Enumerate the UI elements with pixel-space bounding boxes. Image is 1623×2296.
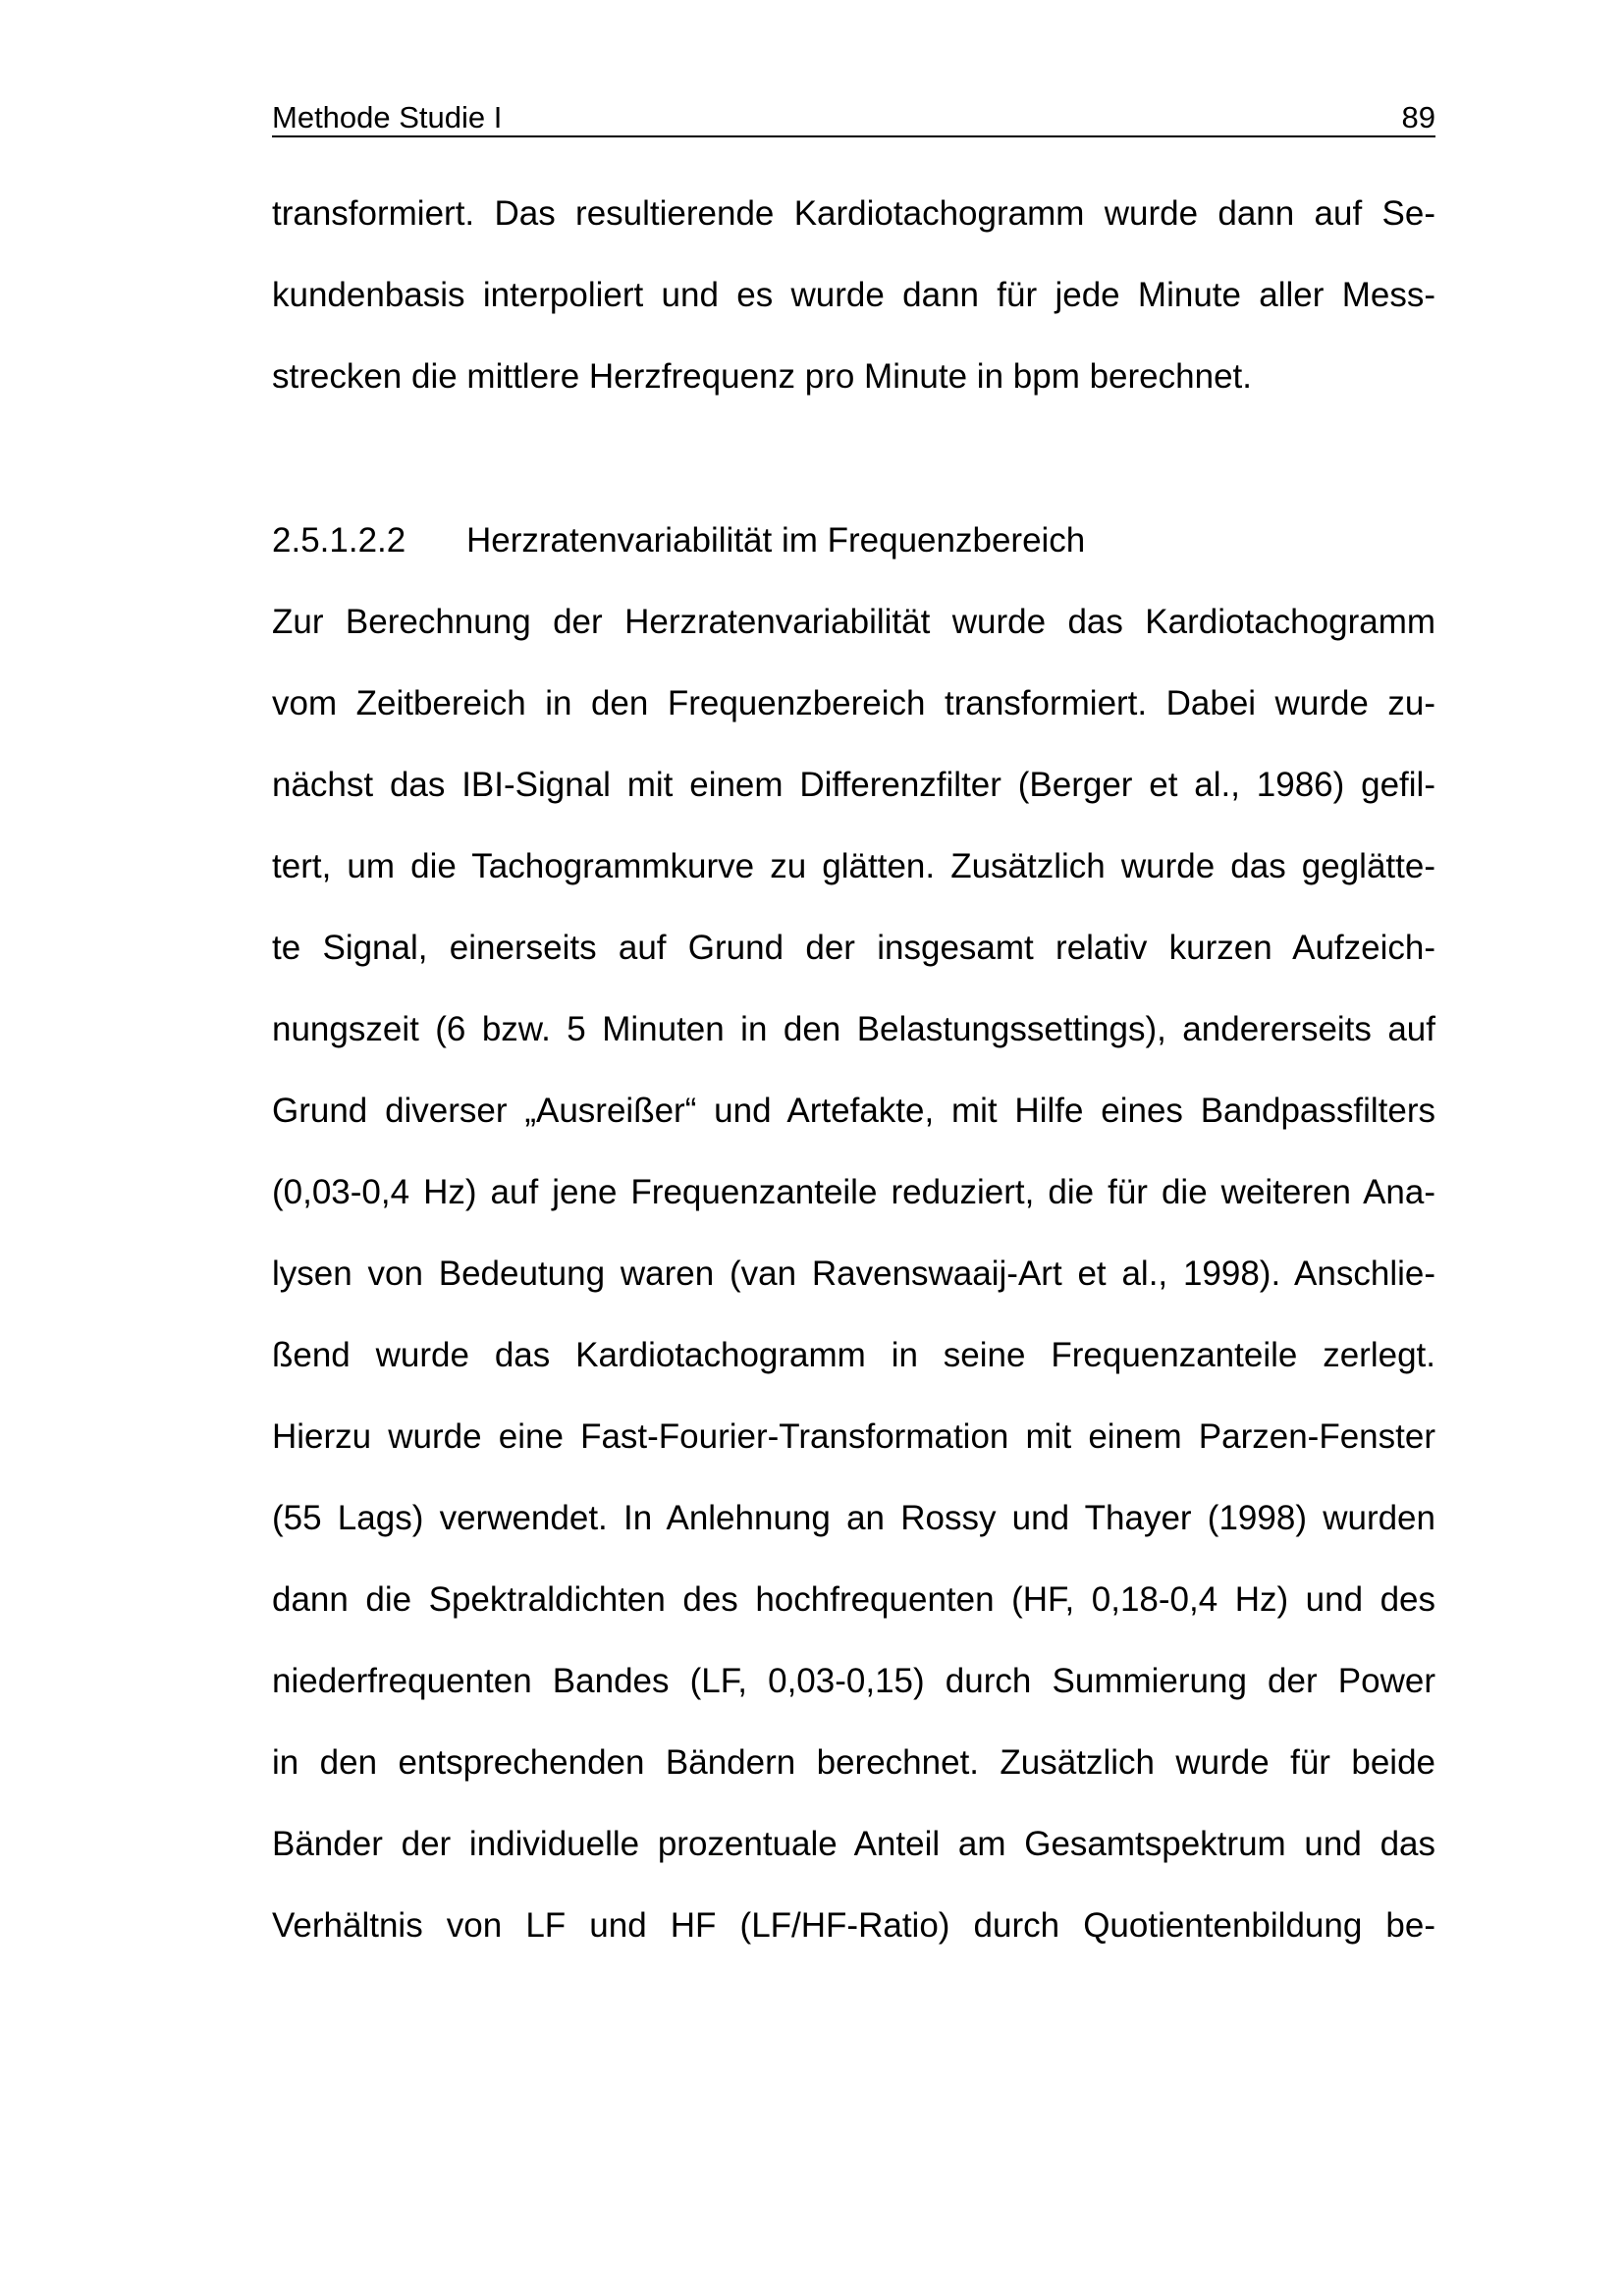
- paragraph-line: in den entsprechenden Bändern berechnet. Zusätzlich wurde für beide: [272, 1743, 1435, 1782]
- paragraph-line: nungszeit (6 bzw. 5 Minuten in den Belastungssettings), andererseits auf: [272, 1010, 1435, 1048]
- paragraph-line: lysen von Bedeutung waren (van Ravenswaaij-Art et al., 1998). Anschlie-: [272, 1255, 1435, 1293]
- paragraph-line: niederfrequenten Bandes (LF, 0,03-0,15) durch Summierung der Power: [272, 1662, 1435, 1700]
- paragraph-line: vom Zeitbereich in den Frequenzbereich transformiert. Dabei wurde zu-: [272, 684, 1435, 722]
- paragraph-line: transformiert. Das resultierende Kardiotachogramm wurde dann auf Se-: [272, 194, 1435, 233]
- paragraph-line: tert, um die Tachogrammkurve zu glätten. Zusätzlich wurde das geglätte-: [272, 847, 1435, 885]
- header-title: Methode Studie I: [272, 100, 503, 134]
- paragraph-line: Hierzu wurde eine Fast-Fourier-Transformation mit einem Parzen-Fenster: [272, 1417, 1435, 1456]
- paragraph-line: Bänder der individuelle prozentuale Anteil am Gesamtspektrum und das: [272, 1825, 1435, 1863]
- section-heading: [272, 519, 1435, 562]
- paragraph-line: Zur Berechnung der Herzratenvariabilität wurde das Kardiotachogramm: [272, 603, 1435, 641]
- paragraph-line: dann die Spektraldichten des hochfrequenten (HF, 0,18-0,4 Hz) und des: [272, 1580, 1435, 1619]
- paragraph-line: te Signal, einerseits auf Grund der insgesamt relativ kurzen Aufzeich-: [272, 929, 1435, 967]
- paragraph-line: strecken die mittlere Herzfrequenz pro Minute in bpm berechnet.: [272, 357, 1252, 396]
- section-title: Herzratenvariabilität im Frequenzbereich: [466, 521, 1086, 560]
- paragraph-line: nächst das IBI-Signal mit einem Differenzfilter (Berger et al., 1986) gefil-: [272, 766, 1435, 804]
- paragraph-line: Grund diverser „Ausreißer“ und Artefakte, mit Hilfe eines Bandpassfilters: [272, 1092, 1435, 1130]
- paragraph-line: Verhältnis von LF und HF (LF/HF-Ratio) durch Quotientenbildung be-: [272, 1906, 1435, 1945]
- paragraph-line: ßend wurde das Kardiotachogramm in seine Frequenzanteile zerlegt.: [272, 1336, 1435, 1374]
- section-number: 2.5.1.2.2: [272, 521, 406, 560]
- paragraph-line: (55 Lags) verwendet. In Anlehnung an Rossy und Thayer (1998) wurden: [272, 1499, 1435, 1537]
- running-header: [272, 96, 1435, 137]
- paragraph-line: kundenbasis interpoliert und es wurde dann für jede Minute aller Mess-: [272, 276, 1435, 314]
- paragraph-line: (0,03-0,4 Hz) auf jene Frequenzanteile reduziert, die für die weiteren Ana-: [272, 1173, 1435, 1211]
- page-number: 89: [1401, 100, 1435, 134]
